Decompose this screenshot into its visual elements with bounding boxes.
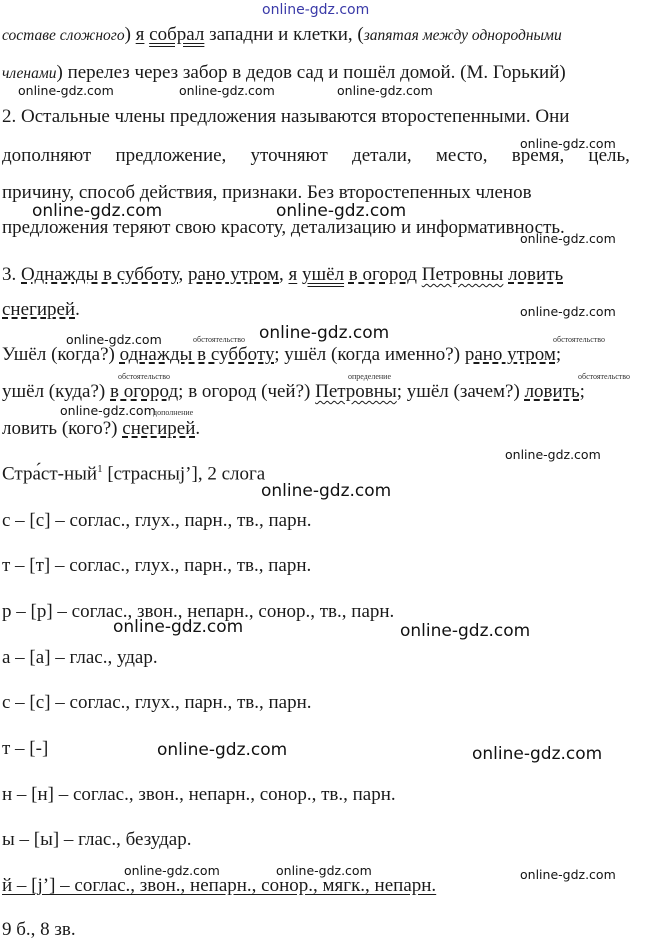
watermark: online-gdz.com [276, 863, 372, 878]
phonetic-row-last [2, 876, 436, 895]
superscript: 1 [97, 463, 103, 475]
watermark: online-gdz.com [261, 481, 392, 501]
attribute: Петровны [421, 264, 504, 285]
text: ловить (кого?) [2, 418, 118, 439]
watermark: online-gdz.com [113, 617, 244, 637]
phonetic-row: т – [т] – соглас., глух., парн., тв., парн. [2, 555, 312, 576]
attribute: Петровны [315, 381, 397, 402]
tag-adverbial: обстоятельство [193, 335, 245, 344]
word: Стра́ст-ный [2, 463, 98, 485]
subject: я [288, 264, 298, 285]
watermark: online-gdz.com [124, 863, 220, 878]
phonetic-row: т – [-] [2, 738, 49, 759]
word: детали, [352, 145, 412, 166]
text: ; ушёл (зачем?) [396, 381, 520, 402]
adverbial: рано утром [187, 264, 279, 285]
text: ; в огород (чей?) [178, 381, 311, 402]
watermark: online-gdz.com [520, 867, 616, 882]
adverbial: ловить [524, 381, 580, 402]
phonetic-row: с – [с] – соглас., глух., парн., тв., парн. [2, 692, 312, 713]
word: дополняют [2, 145, 92, 166]
watermark: online-gdz.com [520, 304, 616, 319]
adverbial: в огород [348, 264, 417, 285]
predicate: ушёл [302, 264, 345, 285]
adverbial: ловить [508, 264, 564, 285]
watermark: online-gdz.com [259, 323, 390, 343]
italic-note: запятая между однородными [363, 27, 562, 44]
tag-adverbial: обстоятельство [553, 335, 605, 344]
object: снегирей [122, 418, 196, 439]
watermark: online-gdz.com [157, 740, 288, 760]
para2-line-2 [2, 146, 630, 165]
text: ; [555, 344, 562, 365]
watermark: online-gdz.com [32, 201, 163, 221]
phonetic-row: р – [р] – соглас., звон., непарн., сонор., тв., парн. [2, 601, 395, 622]
analysis-line-1 [2, 345, 561, 364]
phonetic-row: н – [н] – соглас., звон., непарн., сонор., тв., парн. [2, 784, 396, 805]
word: цель, [588, 145, 630, 166]
text: ; [579, 381, 585, 402]
text: , [279, 264, 284, 285]
watermark: online-gdz.com [520, 231, 616, 246]
italic-note: членами [2, 65, 57, 82]
object: снегирей [2, 299, 76, 320]
para2-line-1: 2. Остальные члены предложения называются второстепенными. Они [2, 106, 570, 127]
analysis-line-2 [2, 382, 585, 401]
watermark: online-gdz.com [337, 83, 433, 98]
watermark: online-gdz.com [276, 201, 407, 221]
adverbial: рано утром [464, 344, 556, 365]
phonetic-total: 9 б., 8 зв. [2, 919, 76, 940]
para2-line-4: предложения теряют свою красоту, детализацию и информативность. [2, 217, 565, 238]
word: предложение, [115, 145, 227, 166]
watermark: online-gdz.com [520, 136, 616, 151]
phonetic-row: с – [с] – соглас., глух., парн., тв., парн. [2, 510, 312, 531]
watermark: online-gdz.com [18, 83, 114, 98]
top-paragraph-line-2 [2, 63, 566, 82]
phonetic-heading [2, 464, 265, 483]
tag-attribute: определение [348, 372, 392, 381]
text: ; ушёл (когда именно?) [274, 344, 461, 365]
text: ушёл (куда?) [2, 381, 106, 402]
text: . [75, 299, 80, 320]
watermark: online-gdz.com [60, 403, 156, 418]
adverbial: в огород [110, 381, 179, 402]
text: ) перелез через забор в дедов сад и пошёл домой. (М. Горький) [56, 62, 566, 83]
item-number: 3. [2, 264, 17, 285]
italic-note: составе сложного [2, 27, 125, 44]
tag-adverbial: обстоятельство [578, 372, 630, 381]
para3-line-2 [2, 300, 80, 319]
transcription: [страсныj’], 2 слога [102, 463, 266, 485]
text: Ушёл (когда?) [2, 344, 115, 365]
phonetic-row: ы – [ы] – глас., безудар. [2, 829, 192, 850]
word: место, [435, 145, 488, 166]
text: ) [124, 24, 131, 45]
watermark: online-gdz.com [505, 447, 601, 462]
watermark: online-gdz.com [400, 621, 531, 641]
para3-line-1 [2, 265, 563, 284]
word: уточняют [250, 145, 328, 166]
predicate: собрал [149, 24, 205, 45]
tag-object: дополнение [153, 408, 194, 417]
watermark: online-gdz.com [179, 83, 275, 98]
text: , [178, 264, 184, 285]
para2-line-3: причину, способ действия, признаки. Без второстепенных членов [2, 182, 532, 203]
watermark: online-gdz.com [472, 744, 603, 764]
analysis-line-3 [2, 419, 200, 438]
text: й – [j’] – соглас., звон., непарн., сонор., мягк., непарн. [2, 875, 437, 896]
adverbial: Однажды в субботу [21, 264, 179, 285]
text: западни и клетки, ( [209, 24, 364, 45]
phonetic-row: а – [а] – глас., удар. [2, 647, 158, 668]
tag-adverbial: обстоятельство [118, 372, 170, 381]
adverbial: однажды в субботу [119, 344, 275, 365]
watermark-top: online-gdz.com [262, 2, 370, 18]
top-paragraph-line-1 [2, 25, 562, 44]
watermark: online-gdz.com [66, 332, 162, 347]
subject: я [135, 24, 145, 45]
word: время, [511, 145, 565, 166]
text: . [195, 418, 201, 439]
